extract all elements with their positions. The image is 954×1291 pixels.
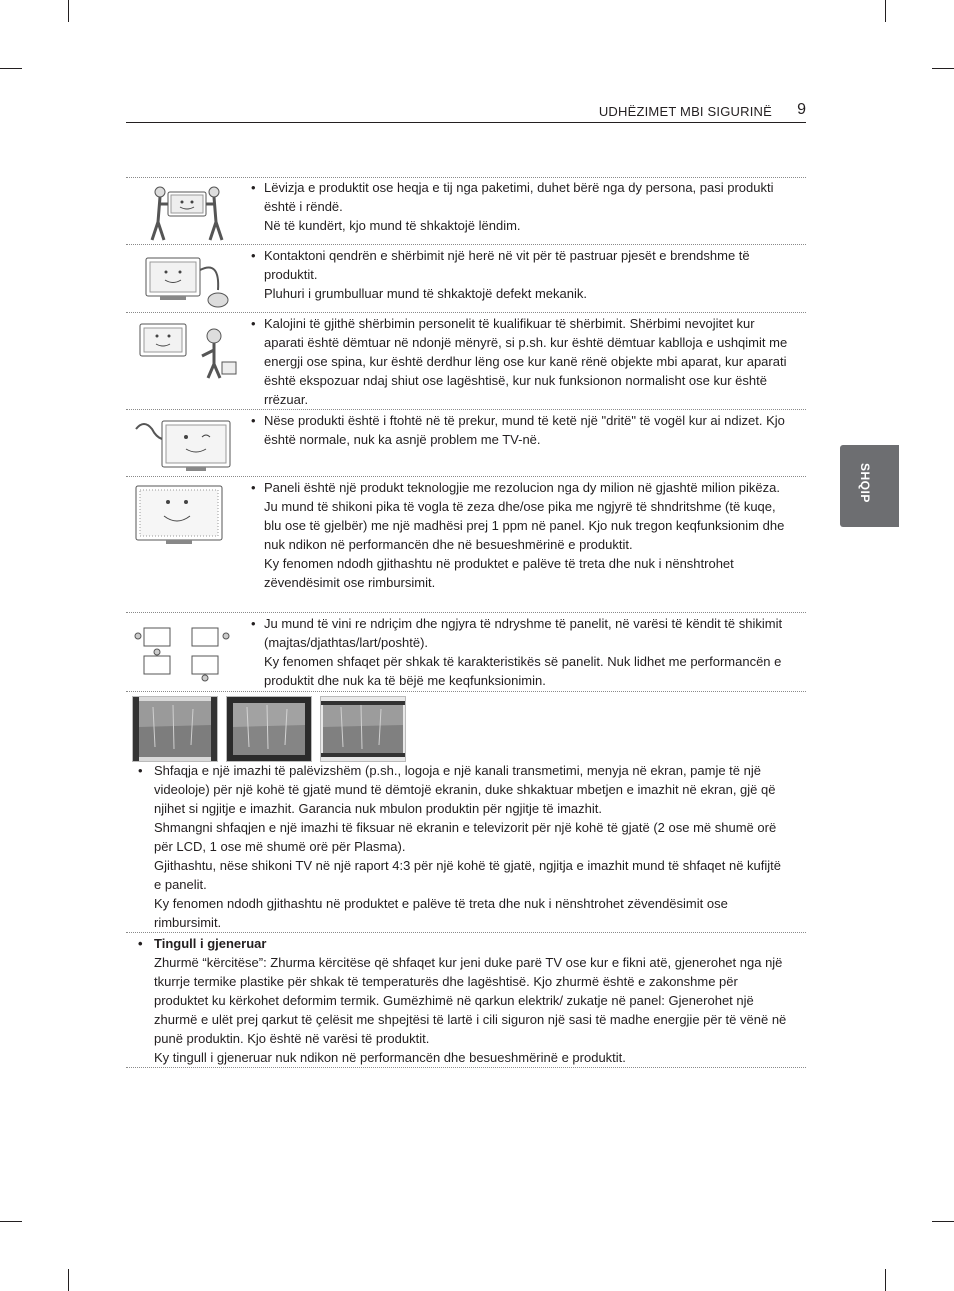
paragraph: Nëse produkti është i ftohtë në të prekur, mund të ketë një "dritë" të vogël kur ai ndizet. Kjo është normale, nuk ka asnjë problem me TV-në. xyxy=(264,413,785,447)
bullet: • xyxy=(138,763,143,778)
divider xyxy=(126,409,806,410)
divider xyxy=(126,1067,806,1068)
paragraph: Zhurmë “kërcitëse”: Zhurma kërcitëse që shfaqet kur jeni duke parë TV ose kur e fikni atë, gjenerohet nga një tkurrje termike plastike për shkak të temperaturës dhe lagështisë. Kjo zhurmë është e zakonshme për produktet ku kërkohet deformim termik. Gumëzhimë në qarkun elektrik/ zukatje në panel: Gjenerohet një zhurmë e ulët prej qarkut të çelësit me shpejtësi të lartë i cili siguron një sasi të madhe energjie për të vënë në punë produktin. Kjo është në varësi të produktit. xyxy=(154,955,787,1046)
paragraph: Ky fenomen ndodh gjithashtu në produktet e palëve të treta dhe nuk i nënshtrohet zëvendësimit ose rimbursimit. xyxy=(264,556,734,590)
section-heading: Tingull i gjeneruar xyxy=(154,936,267,951)
crop-mark xyxy=(932,68,954,69)
image-retention-photo xyxy=(132,696,218,762)
language-tab-label: SHQIP xyxy=(858,463,872,503)
vacuum-cleaner-tv-icon xyxy=(130,250,240,316)
paragraph: Lëvizja e produktit ose heqja e tij nga paketimi, duhet bërë nga dy persona, pasi produkti është i rëndë. xyxy=(264,180,774,214)
bullet: • xyxy=(251,248,256,263)
safety-row xyxy=(126,614,806,691)
page-header xyxy=(126,100,806,123)
tv-pixels-icon xyxy=(130,482,240,548)
safety-row xyxy=(126,478,806,612)
section-title: UDHËZIMET MBI SIGURINË xyxy=(598,104,772,119)
paragraph: Ky fenomen ndodh gjithashtu në produktet e palëve të treta dhe nuk i nënshtrohet zëvendësimit ose rimbursimit. xyxy=(154,896,728,930)
page-number: 9 xyxy=(797,101,806,118)
crop-mark xyxy=(0,68,22,69)
bullet: • xyxy=(251,413,256,428)
paragraph: Pluhuri i grumbulluar mund të shkaktojë defekt mekanik. xyxy=(264,286,587,301)
paragraph: Ju mund të vini re ndriçim dhe ngjyra të ndryshme të panelit, në varësi të këndit të shikimit (majtas/djathtas/lart/poshtë). xyxy=(264,616,783,650)
paragraph: Në të kundërt, kjo mund të shkaktojë lëndim. xyxy=(264,218,521,233)
crop-mark xyxy=(68,0,69,22)
divider xyxy=(126,932,806,933)
tv-winking-icon xyxy=(130,415,240,481)
service-technician-icon xyxy=(130,318,240,384)
divider xyxy=(126,691,806,692)
paragraph: Shmangni shfaqjen e një imazhi të fiksuar në ekranin e televizorit për një kohë të gjatë (2 ose më shumë orë për LCD, 1 ose më shumë orë për Plasma). xyxy=(154,820,777,854)
paragraph: Kontaktoni qendrën e shërbimit një herë në vit për të pastruar pjesët e brendshme të produktit. xyxy=(264,248,750,282)
bullet: • xyxy=(251,616,256,631)
paragraph: Kalojini të gjithë shërbimin personelit të kualifikuar të shërbimit. Shërbimi nevojitet kur aparati është dëmtuar në ndonjë mënyrë, si p.sh. kur është dëmtuar kablloja e ushqimit me energji ose spina, kur është derdhur lëng ose kur kanë rënë objekte mbi aparat, kur aparati është ekspozuar ndaj shiut ose lagështisë, kur nuk funksionon normalisht ose kur është rrëzuar. xyxy=(264,316,788,407)
paragraph: Shfaqja e një imazhi të palëvizshëm (p.sh., logoja e një kanali transmetimi, menyja në ekran, pamje të një videoloje) për një kohë të gjatë mund të dëmtojë ekranin, duke shkaktuar mbetjen e imazhit në ekran, gjë që njihet si ngjitje e imazhit. Garancia nuk mbulon produktin për ngjitje të imazhit. xyxy=(154,763,776,816)
paragraph: Ky fenomen shfaqet për shkak të karakteristikës së panelit. Nuk lidhet me performancën e produktit dhe nuk ka të bëjë me keqfunksionimin. xyxy=(264,654,782,688)
two-persons-carrying-tv-icon xyxy=(130,182,240,248)
paragraph: Ky tingull i gjeneruar nuk ndikon në performancën dhe besueshmërinë e produktit. xyxy=(154,1050,626,1065)
viewing-angle-icon xyxy=(130,618,240,684)
crop-mark xyxy=(0,1221,22,1222)
safety-row xyxy=(126,178,806,244)
safety-row xyxy=(126,246,806,312)
paragraph: Gjithashtu, nëse shikoni TV në një raport 4:3 për një kohë të gjatë, ngjitja e imazhit mund të shfaqet në kufijtë e panelit. xyxy=(154,858,782,892)
crop-mark xyxy=(885,0,886,22)
crop-mark xyxy=(885,1269,886,1291)
image-retention-section xyxy=(138,761,790,932)
language-tab xyxy=(840,445,899,527)
image-retention-photo xyxy=(226,696,312,762)
image-retention-photo xyxy=(320,696,406,762)
crop-mark xyxy=(932,1221,954,1222)
bullet: • xyxy=(251,180,256,195)
bullet: • xyxy=(251,480,256,495)
bullet: • xyxy=(251,316,256,331)
safety-row xyxy=(126,314,806,409)
divider xyxy=(126,612,806,613)
crop-mark xyxy=(68,1269,69,1291)
generated-sound-section xyxy=(138,934,790,1067)
bullet: • xyxy=(138,936,143,951)
safety-row xyxy=(126,411,806,476)
paragraph: Paneli është një produkt teknologjie me rezolucion nga dy milion në gjashtë milion pikëza. Ju mund të shikoni pika të vogla të zeza dhe/ose pika me ngjyrë të shndritshme (të kuqe, blu ose të gjelbër) me një madhësi prej 1 ppm në panel. Kjo nuk tregon keqfunksionim dhe nuk ndikon në performancën dhe në besueshmërinë e produktit. xyxy=(264,480,785,552)
